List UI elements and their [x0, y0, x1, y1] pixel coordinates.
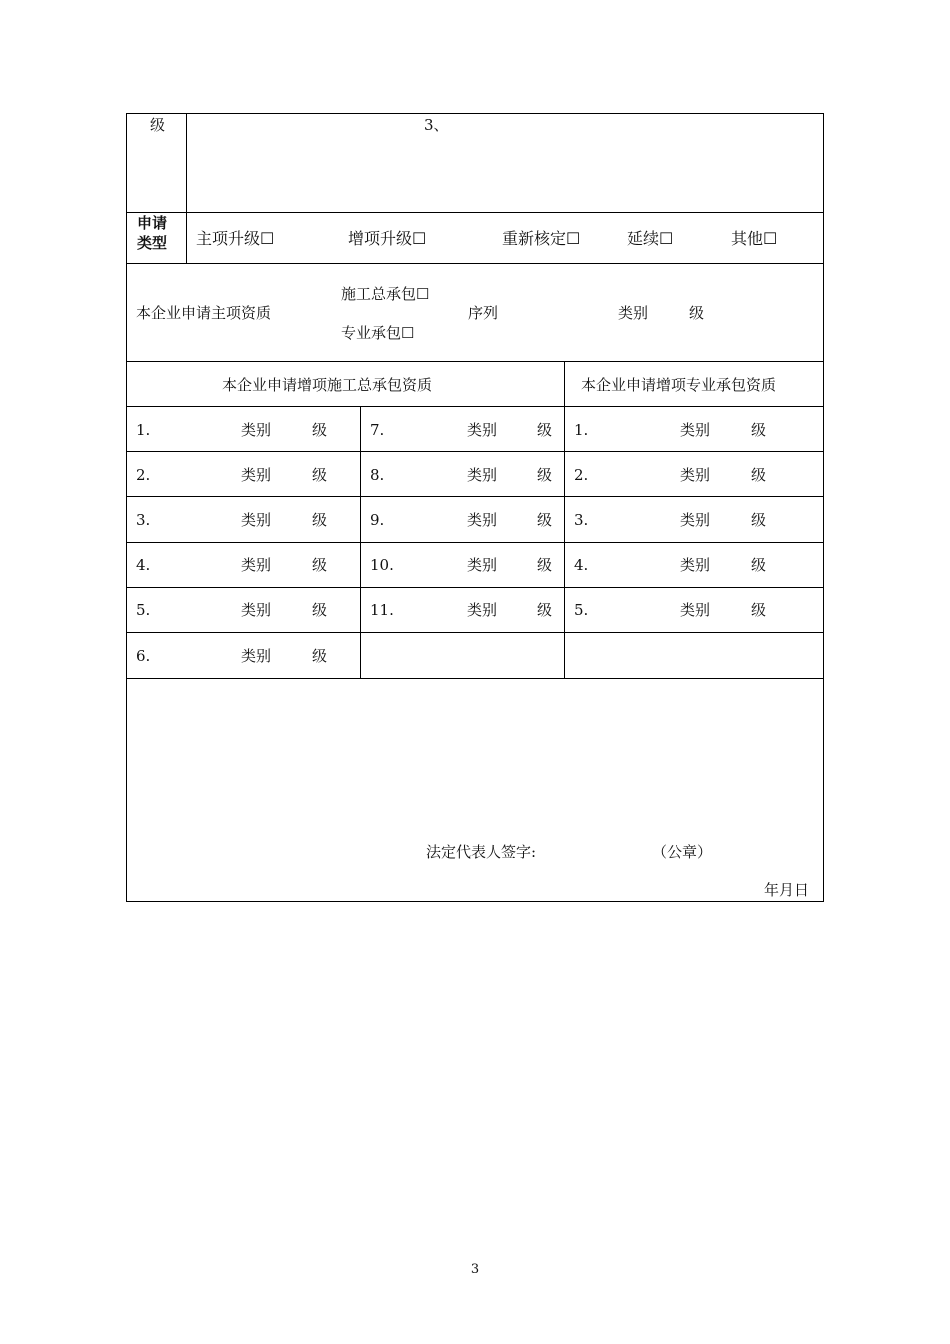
- row-number: 8.: [370, 466, 385, 484]
- row-level: 级: [537, 466, 553, 484]
- row-number: 2.: [574, 466, 589, 484]
- level-label: 级: [689, 304, 705, 322]
- row-category: 类别: [680, 421, 711, 439]
- row-category: 类别: [680, 466, 711, 484]
- row-category: 类别: [241, 421, 272, 439]
- page-number: 3: [470, 1262, 480, 1277]
- row-category: 类别: [241, 466, 272, 484]
- row-level: 级: [751, 556, 767, 574]
- category-label: 类别: [618, 304, 649, 322]
- option-special-contract[interactable]: 专业承包☐: [341, 324, 415, 342]
- option-general-contract[interactable]: 施工总承包☐: [341, 285, 430, 303]
- row-level: 级: [312, 601, 328, 619]
- sequence-label: 序列: [468, 304, 499, 322]
- row-number: 3.: [136, 511, 151, 529]
- company-seal: （公章）: [652, 843, 713, 861]
- row-level: 级: [312, 647, 328, 665]
- row-number: 1.: [574, 421, 589, 439]
- row-category: 类别: [241, 601, 272, 619]
- row-level: 级: [751, 511, 767, 529]
- row-category: 类别: [241, 511, 272, 529]
- column-divider: [186, 113, 187, 264]
- row-divider: [126, 361, 824, 362]
- row-number: 3.: [574, 511, 589, 529]
- row-number: 2.: [136, 466, 151, 484]
- option-add-upgrade[interactable]: 增项升级☐: [348, 229, 427, 248]
- row-divider: [126, 212, 824, 213]
- row-category: 类别: [680, 556, 711, 574]
- main-qual-label: 本企业申请主项资质: [136, 304, 272, 322]
- apply-type-label-line1: 申请: [137, 214, 168, 232]
- row-number: 4.: [574, 556, 589, 574]
- row-category: 类别: [241, 556, 272, 574]
- row-category: 类别: [680, 511, 711, 529]
- row-divider: [126, 496, 824, 497]
- row-divider: [126, 678, 824, 679]
- row-level: 级: [312, 511, 328, 529]
- row-divider: [126, 587, 824, 588]
- signature-label: 法定代表人签字:: [426, 843, 537, 861]
- row-level: 级: [751, 421, 767, 439]
- row-divider: [126, 451, 824, 452]
- row-category: 类别: [241, 647, 272, 665]
- row-level: 级: [312, 556, 328, 574]
- row-level: 级: [312, 466, 328, 484]
- row-number: 4.: [136, 556, 151, 574]
- row-divider: [126, 406, 824, 407]
- row-level: 级: [751, 601, 767, 619]
- row-category: 类别: [467, 421, 498, 439]
- option-main-upgrade[interactable]: 主项升级☐: [196, 229, 275, 248]
- option-extend[interactable]: 延续☐: [627, 229, 674, 248]
- row-divider: [126, 263, 824, 264]
- row-divider: [126, 542, 824, 543]
- option-reverify[interactable]: 重新核定☐: [502, 229, 581, 248]
- add-special-header: 本企业申请增项专业承包资质: [581, 376, 777, 394]
- row-level: 级: [537, 556, 553, 574]
- level-label: 级: [150, 116, 166, 134]
- row-category: 类别: [680, 601, 711, 619]
- row-number: 1.: [136, 421, 151, 439]
- row-number: 5.: [136, 601, 151, 619]
- row-category: 类别: [467, 511, 498, 529]
- row-level: 级: [751, 466, 767, 484]
- row-number: 9.: [370, 511, 385, 529]
- add-general-header: 本企业申请增项施工总承包资质: [222, 376, 433, 394]
- row-number: 5.: [574, 601, 589, 619]
- column-divider: [360, 406, 361, 679]
- item-number: 3、: [424, 116, 449, 134]
- option-other[interactable]: 其他☐: [731, 229, 778, 248]
- row-level: 级: [312, 421, 328, 439]
- row-category: 类别: [467, 601, 498, 619]
- row-category: 类别: [467, 556, 498, 574]
- row-level: 级: [537, 601, 553, 619]
- column-divider: [564, 361, 565, 679]
- apply-type-label-line2: 类型: [137, 234, 168, 252]
- date-label: 年月日: [764, 881, 810, 899]
- row-category: 类别: [467, 466, 498, 484]
- row-level: 级: [537, 421, 553, 439]
- row-divider: [126, 632, 824, 633]
- row-number: 6.: [136, 647, 151, 665]
- row-number: 11.: [370, 601, 394, 619]
- row-number: 10.: [370, 556, 394, 574]
- row-number: 7.: [370, 421, 385, 439]
- row-level: 级: [537, 511, 553, 529]
